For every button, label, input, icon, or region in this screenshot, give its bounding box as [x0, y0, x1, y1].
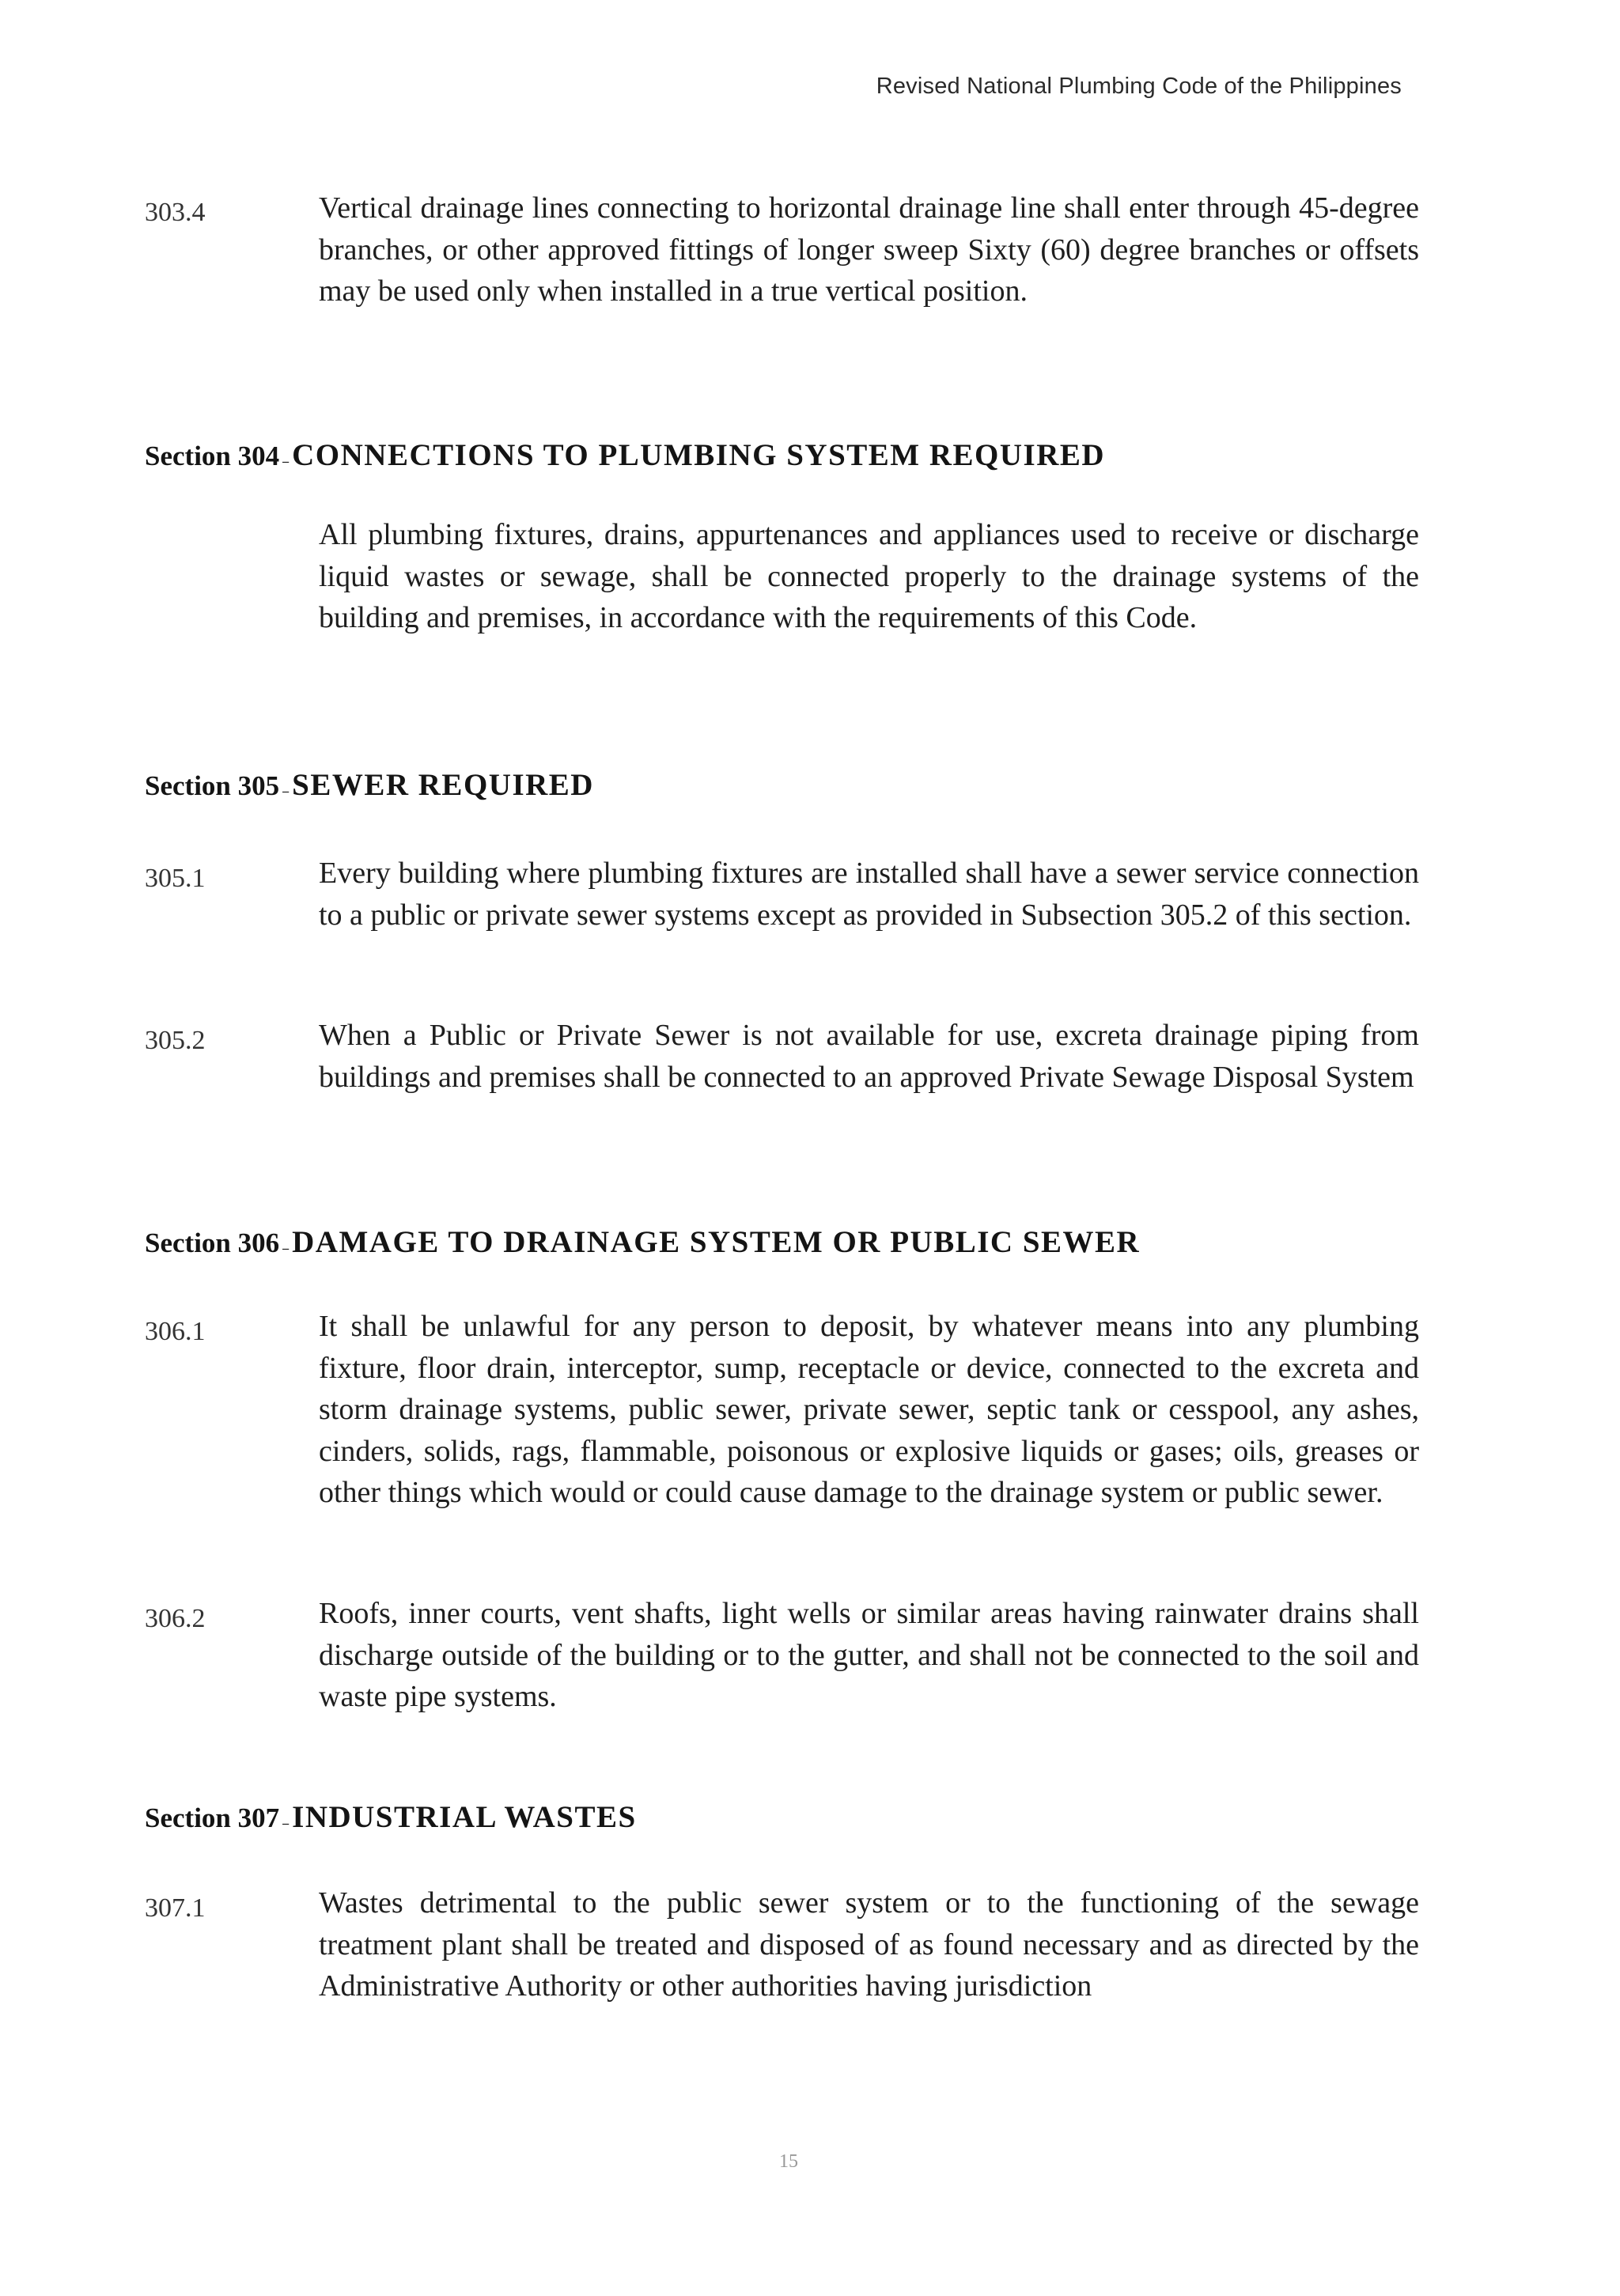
- subsection-text: It shall be unlawful for any person to deposit, by whatever means into any plumbing fixture, floor drain, interceptor, sump, receptacle or device, connected to the excreta and storm drainage systems, public sewer, private sewer, septic tank or cesspool, any ashes, cinders, solids, rags, flammable, poisonous or explosive liquids or gases; oils, greases or other things which would or could cause damage to the drainage system or public sewer.: [319, 1310, 1419, 1509]
- section-dash: –: [279, 785, 293, 798]
- subsection-text: Roofs, inner courts, vent shafts, light wells or similar areas having rainwater drains shall discharge outside of the building or to the gutter, and shall not be connected to the soil and waste pipe systems.: [319, 1597, 1419, 1713]
- page-number: 15: [779, 2151, 798, 2172]
- section-dash: –: [279, 1817, 293, 1830]
- section-heading: [145, 1224, 1140, 1260]
- subsection-number: 306.1: [145, 1317, 206, 1346]
- section-heading: [145, 437, 1105, 473]
- section-heading: [145, 1799, 637, 1835]
- section-title: DAMAGE TO DRAINAGE SYSTEM OR PUBLIC SEWER: [292, 1225, 1141, 1259]
- running-header: Revised National Plumbing Code of the Philippines: [876, 74, 1402, 99]
- section-label: Section 307: [145, 1802, 280, 1833]
- subsection-number: 306.2: [145, 1604, 206, 1633]
- section-label: Section 306: [145, 1227, 280, 1258]
- subsection-number: 303.4: [145, 198, 206, 227]
- subsection-number: 305.2: [145, 1026, 206, 1055]
- subsection-number: 307.1: [145, 1893, 206, 1923]
- subsection-text: Vertical drainage lines connecting to horizontal drainage line shall enter through 45-degree branches, or other approved fittings of longer sweep Sixty (60) degree branches or offsets may be used only when installed in a true vertical position.: [319, 191, 1419, 308]
- subsection-number: 305.1: [145, 864, 206, 893]
- section-label: Section 305: [145, 770, 280, 801]
- subsection-text: Every building where plumbing fixtures are installed shall have a sewer service connection to a public or private sewer systems except as provided in Subsection 305.2 of this section.: [319, 857, 1419, 932]
- section-title: CONNECTIONS TO PLUMBING SYSTEM REQUIRED: [292, 438, 1106, 472]
- subsection-text: When a Public or Private Sewer is not available for use, excreta drainage piping from buildings and premises shall be connected to an approved Private Sewage Disposal System: [319, 1019, 1419, 1094]
- section-label: Section 304: [145, 441, 280, 471]
- section-title: SEWER REQUIRED: [292, 768, 594, 802]
- subsection-text: Wastes detrimental to the public sewer system or to the functioning of the sewage treatment plant shall be treated and disposed of as found necessary and as directed by the Administrative Authority or other authorities having jurisdiction: [319, 1886, 1419, 2003]
- section-dash: –: [279, 455, 293, 468]
- section-heading: [145, 767, 594, 803]
- section-text: All plumbing fixtures, drains, appurtenances and appliances used to receive or discharge liquid wastes or sewage, shall be connected properly to the drainage systems of the building and premises, in accordance with the requirements of this Code.: [319, 518, 1419, 634]
- section-dash: –: [279, 1242, 293, 1255]
- section-title: INDUSTRIAL WASTES: [292, 1800, 637, 1834]
